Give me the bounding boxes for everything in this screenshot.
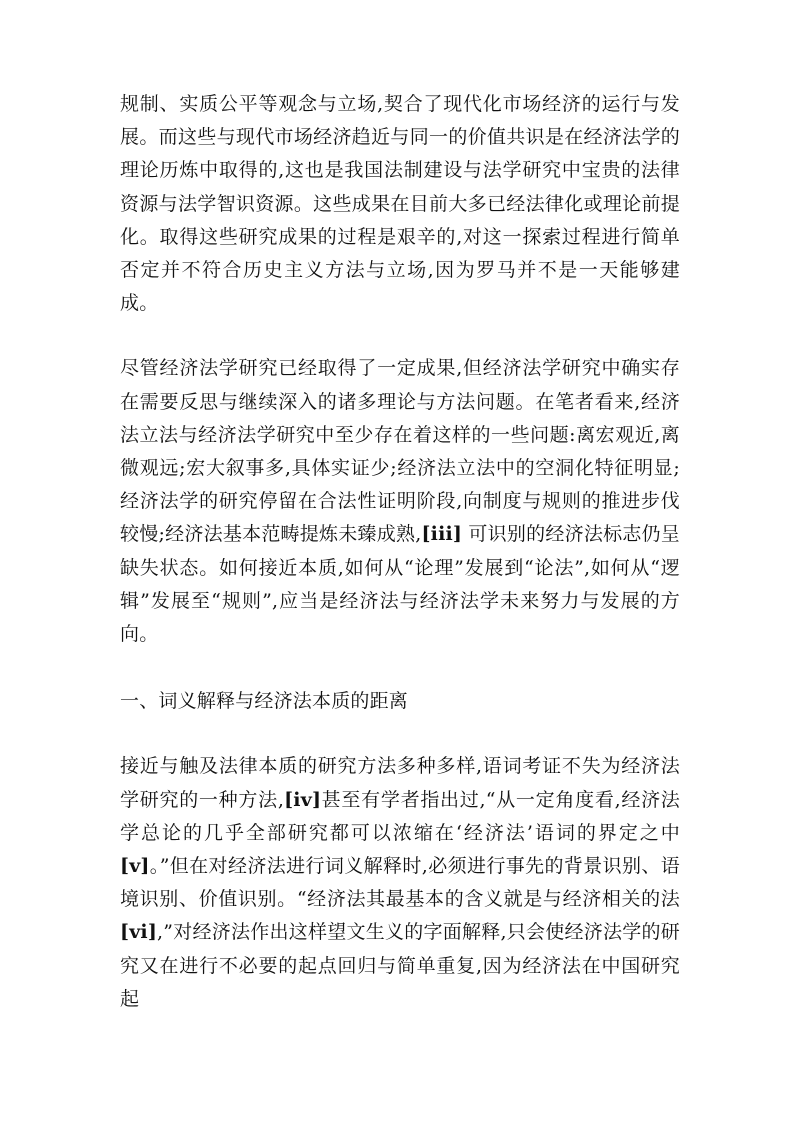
footnote-ref-iv[interactable]: [iv] xyxy=(284,788,322,811)
footnote-ref-vi[interactable]: [vi] xyxy=(120,921,158,944)
paragraph-2 xyxy=(120,352,680,651)
paragraph-3 xyxy=(120,750,680,1016)
footnote-ref-iii[interactable]: [iii] xyxy=(421,523,463,546)
paragraph-3-text-b: 甚至有学者指出过,“从一定角度看,经济法学总论的几乎全部研究都可以浓缩在‘经济法’语词的界定之中 xyxy=(120,788,681,844)
paragraph-2-text-b: 可识别的经济法标志仍呈缺失状态。如何接近本质,如何从“论理”发展到“论法”,如何从“逻辑”发展至“规则”,应当是经济法与经济法学未来努力与发展的方向。 xyxy=(120,523,680,646)
paragraph-2-text-a: 尽管经济法学研究已经取得了一定成果,但经济法学研究中确实存在需要反思与继续深入的诸多理论与方法问题。在笔者看来,经济法立法与经济法学研究中至少存在着这样的一些问题:离宏观近,离微观远;宏大叙事多,具体实证少;经济法立法中的空洞化特征明显;经济法学的研究停留在合法性证明阶段,向制度与规则的推进步伐较慢;经济法基本范畴提炼未臻成熟, xyxy=(120,357,680,546)
section-heading xyxy=(120,685,680,718)
footnote-ref-v[interactable]: [v] xyxy=(120,855,150,878)
paragraph-1 xyxy=(120,88,680,320)
paragraph-3-text-c: 。”但在对经济法进行词义解释时,必须进行事先的背景识别、语境识别、价值识别。“经济法其最基本的含义就是与经济相关的法 xyxy=(120,855,680,911)
paragraph-1-text: 规制、实质公平等观念与立场,契合了现代化市场经济的运行与发展。而这些与现代市场经济趋近与同一的价值共识是在经济法学的理论历炼中取得的,这也是我国法制建设与法学研究中宝贵的法律资源与法学智识资源。这些成果在目前大多已经法律化或理论前提化。取得这些研究成果的过程是艰辛的,对这一探索过程进行简单否定并不符合历史主义方法与立场,因为罗马并不是一天能够建成。 xyxy=(120,93,680,315)
paragraph-spacer xyxy=(120,651,680,685)
paragraph-spacer xyxy=(120,320,680,352)
paragraph-spacer xyxy=(120,718,680,750)
paragraph-3-text-d: ,”对经济法作出这样望文生义的字面解释,只会使经济法学的研究又在进行不必要的起点回归与简单重复,因为经济法在中国研究起 xyxy=(120,921,680,1010)
paragraph-3-text-a: 接近与触及法律本质的研究方法多种多样,语词考证不失为经济法学研究的一种方法, xyxy=(120,755,680,811)
section-heading-text: 一、词义解释与经济法本质的距离 xyxy=(120,690,409,713)
document-body xyxy=(120,88,680,1016)
